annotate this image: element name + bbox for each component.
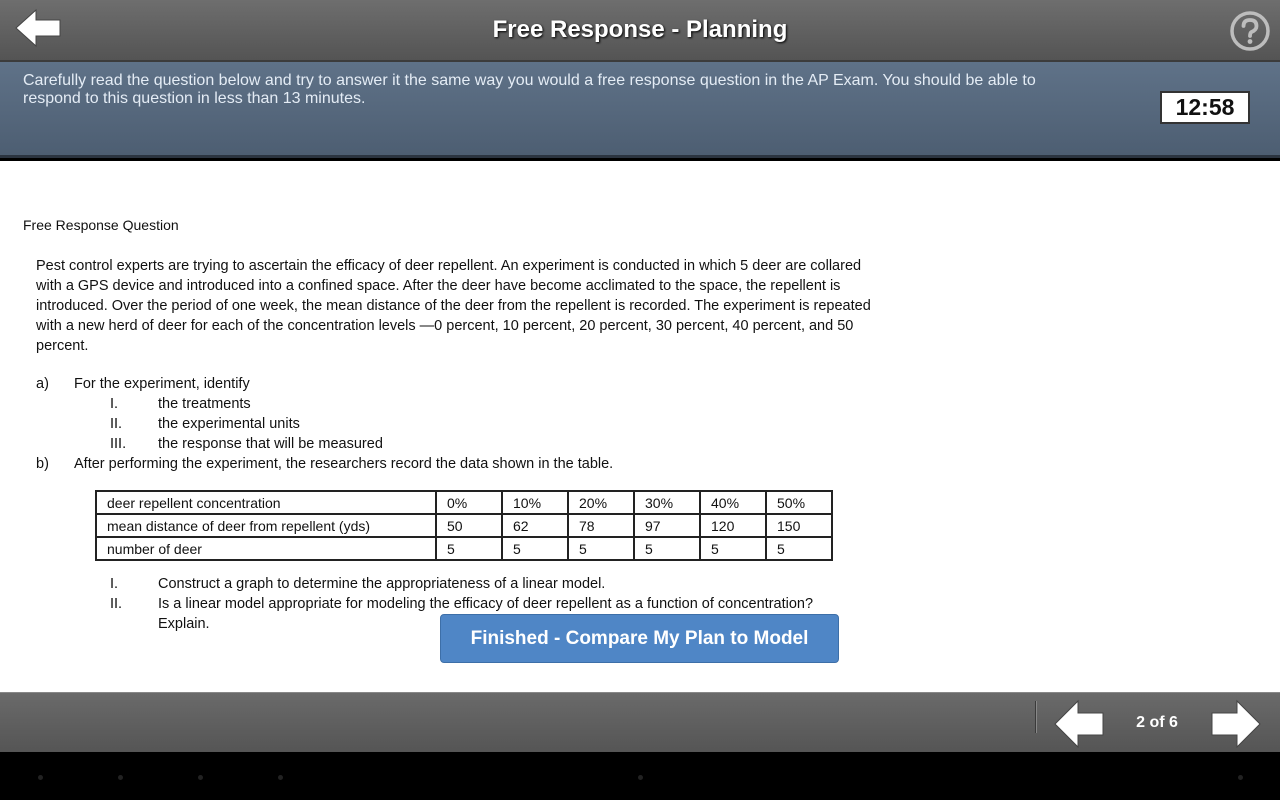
next-button[interactable] <box>1210 699 1262 749</box>
table-cell: 0% <box>436 491 502 514</box>
finish-compare-button[interactable]: Finished - Compare My Plan to Model <box>440 614 839 663</box>
table-cell: 5 <box>502 537 568 560</box>
table-cell: 97 <box>634 514 700 537</box>
system-dot <box>1238 775 1243 780</box>
part-a-item-text: the experimental units <box>158 416 300 432</box>
table-cell: 62 <box>502 514 568 537</box>
table-cell: 50% <box>766 491 832 514</box>
table-row <box>96 514 832 537</box>
question-mark-icon <box>1228 9 1272 53</box>
instruction-text: Carefully read the question below and try to answer it the same way you would a free response question in the AP Exam. You should be able to respond to this question in less than 13 minutes. <box>23 72 1036 107</box>
table-row-header: deer repellent concentration <box>96 491 436 514</box>
system-dot <box>278 775 283 780</box>
table-row-header: mean distance of deer from repellent (yds) <box>96 514 436 537</box>
table-row <box>96 537 832 560</box>
system-dot <box>638 775 643 780</box>
table-cell: 5 <box>436 537 502 560</box>
table-cell: 20% <box>568 491 634 514</box>
table-row-header: number of deer <box>96 537 436 560</box>
table-cell: 40% <box>700 491 766 514</box>
part-a-item-number: III. <box>110 436 127 452</box>
question-panel <box>0 161 1280 692</box>
part-a-item-text: the response that will be measured <box>158 436 383 452</box>
part-b-item-text: Is a linear model appropriate for modeling the efficacy of deer repellent as a function of concentration? <box>158 596 814 612</box>
table-row <box>96 491 832 514</box>
table-cell: 50 <box>436 514 502 537</box>
page-indicator: 2 of 6 <box>1136 714 1178 731</box>
table-cell: 120 <box>700 514 766 537</box>
part-a-lead: For the experiment, identify <box>74 376 250 392</box>
question-heading: Free Response Question <box>23 217 179 233</box>
table-cell: 30% <box>634 491 700 514</box>
question-intro: Pest control experts are trying to ascertain the efficacy of deer repellent. An experiment is conducted in which 5 deer are collared with a GPS device and introduced into a confined space. After the deer have become acclimated to the space, the repellent is introduced. Over the period of one week, the mean distance of the deer from the repellent is recorded. The experiment is repeated with a new herd of deer for each of the concentration levels —0 percent, 10 percent, 20 percent, 30 percent, 40 percent, and 50 percent. <box>36 258 871 354</box>
part-b-item-text: Construct a graph to determine the appropriateness of a linear model. <box>158 576 606 592</box>
system-navigation-bar <box>0 752 1280 800</box>
system-dot <box>198 775 203 780</box>
table-cell: 78 <box>568 514 634 537</box>
table-cell: 5 <box>766 537 832 560</box>
navigation-footer <box>0 692 1280 752</box>
help-button[interactable] <box>1228 9 1272 53</box>
table-cell: 5 <box>700 537 766 560</box>
page-title: Free Response - Planning <box>492 16 788 43</box>
part-a-letter: a) <box>36 376 49 392</box>
countdown-timer: 12:58 <box>1160 91 1250 124</box>
part-b-letter: b) <box>36 456 49 472</box>
footer-divider <box>1035 701 1037 733</box>
table-cell: 5 <box>634 537 700 560</box>
part-a-item-number: II. <box>110 416 123 432</box>
previous-button[interactable] <box>1053 699 1105 749</box>
system-dot <box>38 775 43 780</box>
part-b-item-continuation: Explain. <box>158 616 210 632</box>
arrow-left-icon <box>1053 699 1105 749</box>
part-b-lead: After performing the experiment, the researchers record the data shown in the table. <box>74 456 614 472</box>
app-header <box>0 0 1280 62</box>
part-b-item-number: I. <box>110 576 119 592</box>
part-b-item-number: II. <box>110 596 123 612</box>
part-a-item-number: I. <box>110 396 119 412</box>
part-a-item-text: the treatments <box>158 396 251 412</box>
table-cell: 5 <box>568 537 634 560</box>
table-cell: 10% <box>502 491 568 514</box>
instruction-bar <box>0 62 1280 158</box>
table-cell: 150 <box>766 514 832 537</box>
data-table <box>95 490 833 561</box>
system-dot <box>118 775 123 780</box>
arrow-right-icon <box>1210 699 1262 749</box>
